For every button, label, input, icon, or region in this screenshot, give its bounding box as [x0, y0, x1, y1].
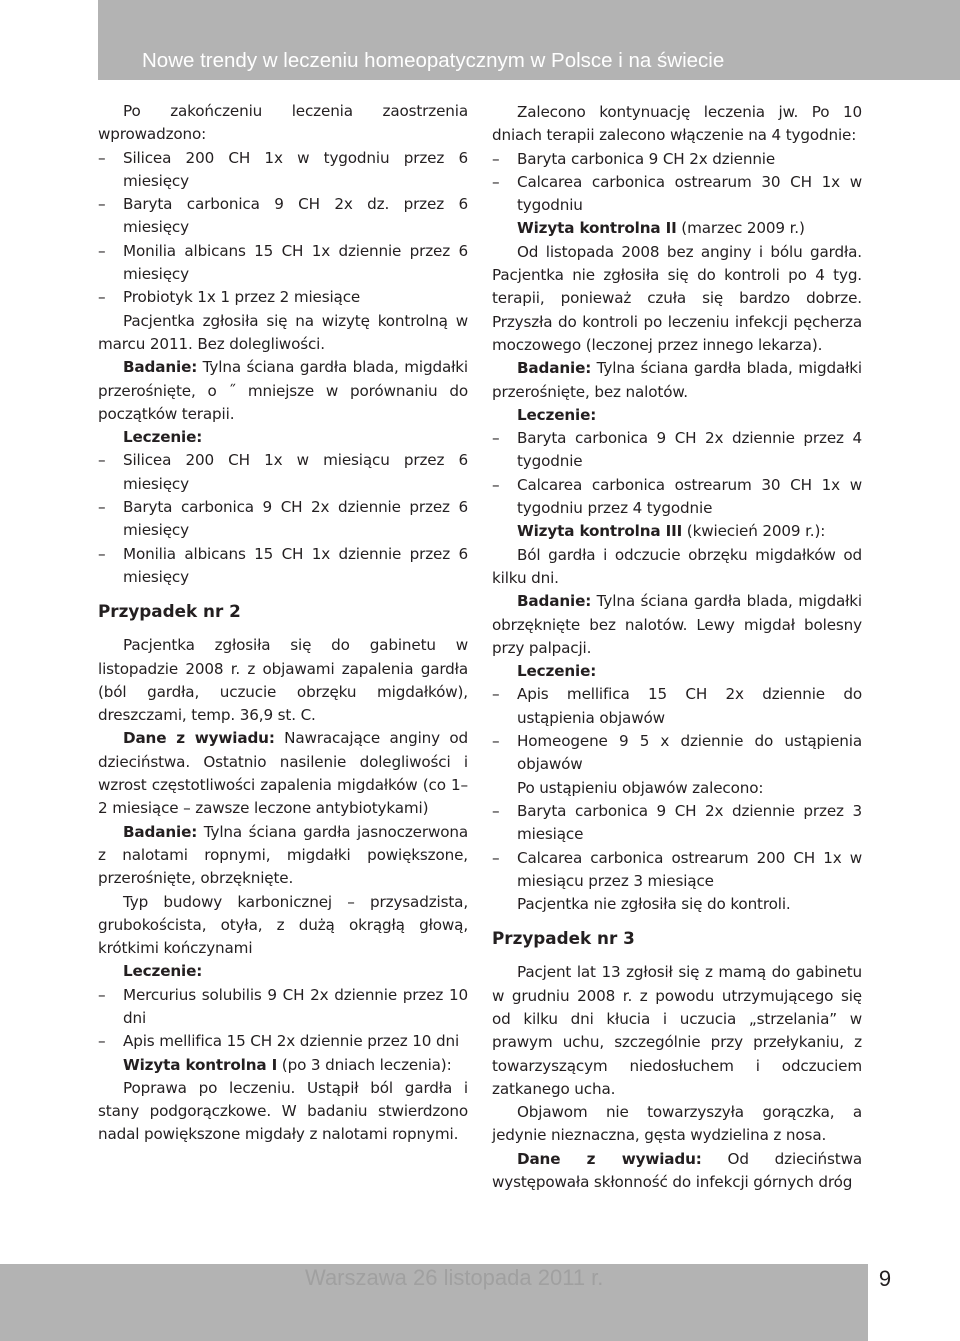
paragraph: Od listopada 2008 bez anginy i bólu gardła. Pacjentka nie zgłosiła się do kontroli po 4 tyg. terapii, ponieważ czuła się bardzo dobrze. Przyszła do kontroli po leczeniu infekcji pęcherza moczowego (leczonej przez innego lekarza).: [492, 242, 862, 354]
history-label: Dane z wywiadu:: [123, 729, 275, 748]
list-item: – Baryta carbonica 9 CH 2x dziennie przez 3 miesiące: [492, 800, 862, 847]
paragraph: Poprawa po leczeniu. Ustąpił ból gardła i stany podgorączkowe. W badaniu stwierdzono nadal powiększone migdały z nalotami ropnymi.: [98, 1078, 468, 1144]
exam-label: Badanie:: [517, 359, 592, 378]
list-item: – Probiotyk 1x 1 przez 2 miesiące: [98, 286, 468, 309]
visit-text: (po 3 dniach leczenia):: [277, 1055, 452, 1074]
footer-date: Warszawa 26 listopada 2011 r.: [305, 1265, 604, 1290]
list-item: – Apis mellifica 15 CH 2x dziennie przez 10 dni: [98, 1030, 468, 1053]
exam-paragraph: [98, 356, 468, 426]
exam-label: Badanie:: [123, 358, 198, 377]
section-heading-case-2: Przypadek nr 2: [98, 601, 241, 622]
treatment-label-text: Leczenie:: [123, 962, 203, 981]
paragraph: Pacjent lat 13 zgłosił się z mamą do gabinetu w grudniu 2008 r. z powodu utrzymującego się od kilku dni kłucia i uczucia „strzelania” w prawym uchu, szczególnie przy przełykaniu, z towarzyszącym niedosłuchem i odczuciem zatkanego ucha.: [492, 963, 862, 1098]
exam-text: Tylna ściana gardła blada, migdałki przerośnięte, o ˝ mniejsze w porównaniu do początków terapii.: [98, 358, 468, 423]
paragraph: Pacjentka zgłosiła się do gabinetu w listopadzie 2008 r. z objawami zapalenia gardła (ból gardła, uczucie obrzęku migdałków), dreszczami, temp. 36,9 st. C.: [98, 636, 468, 725]
list-item: – Silicea 200 CH 1x w miesiącu przez 6 miesięcy: [98, 449, 468, 496]
list-item: – Monilia albicans 15 CH 1x dziennie przez 6 miesięcy: [98, 240, 468, 287]
treatment-label: [98, 426, 468, 449]
treatment-label: [492, 404, 862, 427]
list-item: – Homeogene 9 5 x dziennie do ustąpienia objawów: [492, 730, 862, 777]
paragraph: Zalecono kontynuację leczenia jw. Po 10 dniach terapii zalecono włączenie na 4 tygodnie:: [492, 103, 862, 145]
list-item: – Calcarea carbonica ostrearum 200 CH 1x w miesiącu przez 3 miesiące: [492, 847, 862, 894]
list-item: – Silicea 200 CH 1x w tygodniu przez 6 miesięcy: [98, 147, 468, 194]
running-header-title: Nowe trendy w leczeniu homeopatycznym w Polsce i na świecie: [142, 49, 725, 72]
history-paragraph: [98, 727, 468, 820]
visit-paragraph: [492, 520, 862, 543]
exam-paragraph: [98, 821, 468, 891]
treatment-label-text: Leczenie:: [123, 428, 203, 447]
visit-label: Wizyta kontrolna I: [123, 1055, 278, 1074]
exam-label: Badanie:: [517, 592, 592, 611]
page-number: 9: [878, 1266, 892, 1291]
list-item: – Monilia albicans 15 CH 1x dziennie przez 6 miesięcy: [98, 543, 468, 590]
treatment-label-text: Leczenie:: [517, 405, 597, 424]
paragraph: Objawom nie towarzyszyła gorączka, a jedynie nieznaczna, gęsta wydzielina z nosa.: [492, 1103, 862, 1145]
paragraph: Pacjentka nie zgłosiła się do kontroli.: [517, 895, 791, 914]
list-item: – Baryta carbonica 9 CH 2x dziennie przez 4 tygodnie: [492, 427, 862, 474]
list-item: – Baryta carbonica 9 CH 2x dziennie: [492, 148, 862, 171]
paragraph: Pacjentka zgłosiła się na wizytę kontrolną w marcu 2011. Bez dolegliwości.: [98, 311, 468, 353]
paragraph: Typ budowy karbonicznej – przysadzista, grubokoścista, otyła, z dużą okrągłą głową, krótkimi kończynami: [98, 892, 468, 958]
history-paragraph: [492, 1148, 862, 1195]
list-item: – Apis mellifica 15 CH 2x dziennie do ustąpienia objawów: [492, 683, 862, 730]
history-text: Od dzieciństwa występowała skłonność do infekcji górnych dróg: [492, 1149, 862, 1192]
treatment-label: [492, 660, 862, 683]
right-column: [492, 101, 862, 1194]
exam-text: Tylna ściana gardła blada, migdałki obrzęknięte bez nalotów. Lewy migdał bolesny przy palpacji.: [492, 592, 862, 657]
history-text: Nawracające anginy od dzieciństwa. Ostatnio nasilenie dolegliwości i wzrost częstotliwości zapalenia migdałków (co 1–2 miesiące – zawsze leczone antybiotykami): [98, 729, 468, 818]
section-heading-case-3: Przypadek nr 3: [492, 928, 635, 949]
visit-label: Wizyta kontrolna III: [517, 522, 683, 541]
list-item: – Mercurius solubilis 9 CH 2x dziennie przez 10 dni: [98, 984, 468, 1031]
history-label: Dane z wywiadu:: [517, 1149, 702, 1168]
exam-text: Tylna ściana gardła jasnoczerwona z nalotami ropnymi, migdałki powiększone, przerośnięte, obrzęknięte.: [98, 822, 468, 888]
list-item: – Baryta carbonica 9 CH 2x dz. przez 6 miesięcy: [98, 193, 468, 240]
left-column: [98, 100, 468, 1147]
exam-text: Tylna ściana gardła blada, migdałki przerośnięte, bez nalotów.: [492, 359, 862, 401]
paragraph: Ból gardła i odczucie obrzęku migdałków od kilku dni.: [492, 545, 862, 587]
visit-text: (kwiecień 2009 r.):: [682, 522, 826, 541]
exam-paragraph: [492, 590, 862, 660]
visit-text: (marzec 2009 r.): [676, 219, 805, 238]
list-item: – Calcarea carbonica ostrearum 30 CH 1x w tygodniu: [492, 171, 862, 218]
visit-label: Wizyta kontrolna II: [517, 219, 677, 238]
visit-paragraph: [98, 1054, 468, 1077]
treatment-label-text: Leczenie:: [517, 662, 597, 681]
paragraph: Po ustąpieniu objawów zalecono:: [517, 778, 764, 797]
treatment-label: [98, 960, 468, 983]
exam-label: Badanie:: [123, 822, 198, 841]
paragraph: Po zakończeniu leczenia zaostrzenia wprowadzono:: [98, 102, 468, 144]
exam-paragraph: [492, 357, 862, 404]
visit-paragraph: [492, 217, 862, 240]
list-item: – Baryta carbonica 9 CH 2x dziennie przez 6 miesięcy: [98, 496, 468, 543]
list-item: – Calcarea carbonica ostrearum 30 CH 1x w tygodniu przez 4 tygodnie: [492, 474, 862, 521]
